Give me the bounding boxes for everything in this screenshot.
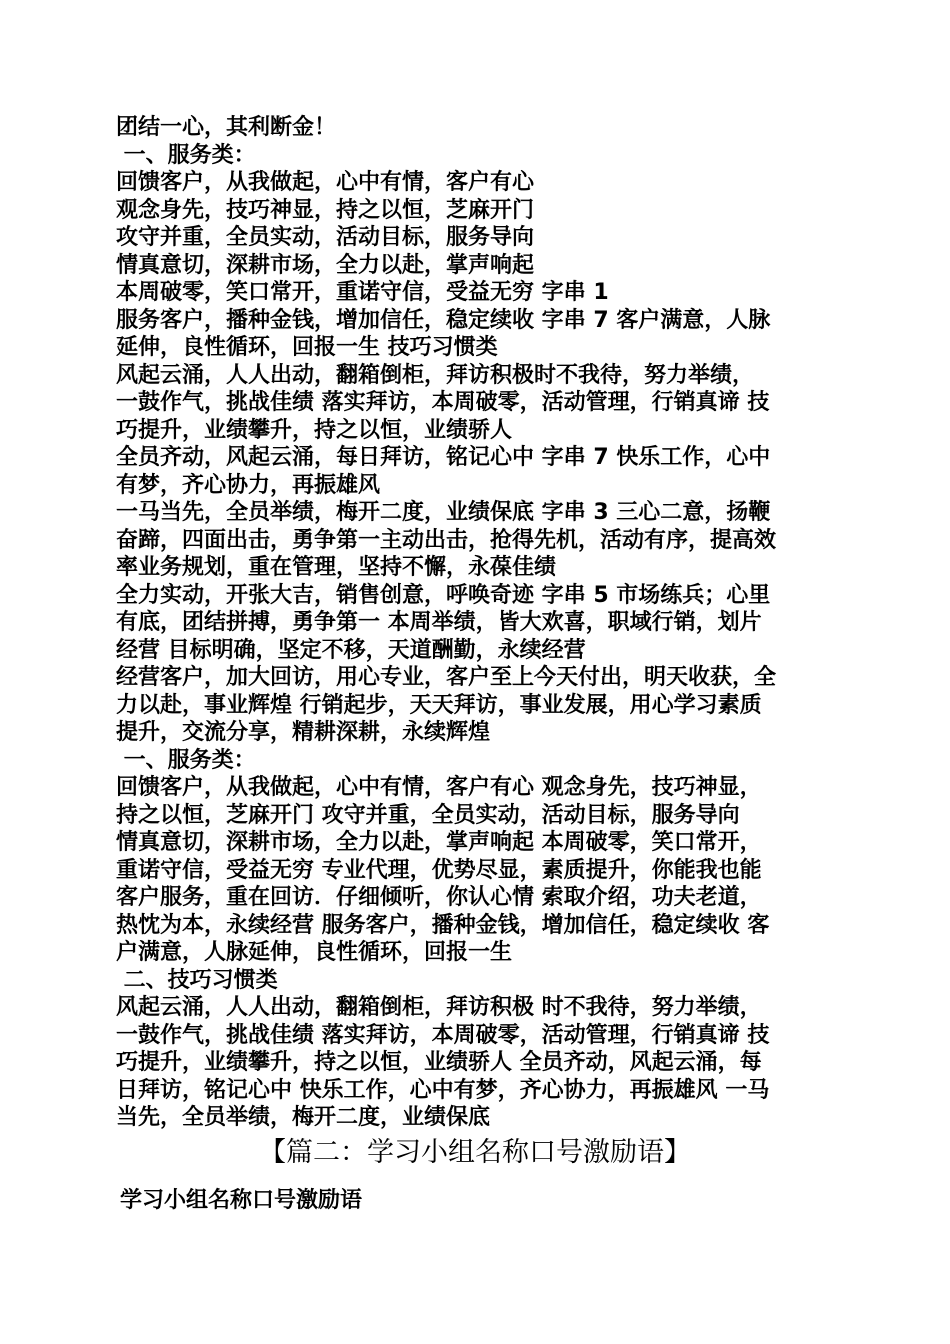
text-line: 攻守并重，全员实动，活动目标，服务导向 (116, 225, 535, 250)
text-line: 热忱为本，永续经营 服务客户，播种金钱，增加信任，稳定续收 客 (116, 912, 770, 938)
text-line: 风起云涌，人人出动，翻箱倒柜，拜访积极时不我待，努力举绩， (116, 362, 755, 388)
text-line: 一鼓作气，挑战佳绩 落实拜访，本周破零，活动管理，行销真谛 技 (116, 1022, 770, 1048)
section-heading: 一、服务类： (116, 142, 256, 168)
text-line: 率业务规划，重在管理，坚持不懈，永葆佳绩 (116, 555, 557, 580)
text-line: 提升，交流分享，精耕深耕，永续辉煌 (116, 720, 491, 745)
text-line: 全员齐动，风起云涌，每日拜访，铭记心中 字串 7 快乐工作，心中 (116, 445, 771, 470)
text-line: 观念身先，技巧神显，持之以恒，芝麻开门 (116, 197, 535, 223)
text-line: 户满意，人脉延伸，良性循环，回报一生 (116, 940, 513, 965)
document-body (116, 114, 838, 1132)
text-line: 回馈客户，从我做起，心中有情，客户有心 (116, 170, 535, 195)
text-line: 情真意切，深耕市场，全力以赴，掌声响起 本周破零，笑口常开， (116, 830, 762, 855)
text-line: 有梦，齐心协力，再振雄风 (116, 472, 381, 498)
text-line: 风起云涌，人人出动，翻箱倒柜，拜访积极 时不我待，努力举绩， (116, 995, 762, 1020)
text-line: 重诺守信，受益无穷 专业代理，优势尽显，素质提升，你能我也能 (116, 857, 762, 883)
text-line: 情真意切，深耕市场，全力以赴，掌声响起 (116, 252, 535, 278)
section-heading: 二、技巧习惯类 (116, 967, 278, 993)
text-line: 团结一心，其利断金！ (116, 115, 337, 140)
text-line: 持之以恒，芝麻开门 攻守并重，全员实动，活动目标，服务导向 (116, 802, 740, 828)
text-line: 服务客户，播种金钱，增加信任，稳定续收 字串 7 客户满意，人脉 (116, 307, 771, 333)
text-line: 全力实动，开张大吉，销售创意，呼唤奇迹 字串 5 市场练兵；心里 (116, 582, 771, 608)
text-line: 本周破零，笑口常开，重诺守信，受益无穷 字串 1 (116, 280, 609, 305)
section-heading: 一、服务类： (116, 747, 256, 773)
text-line: 奋蹄，四面出击，勇争第一主动出击，抢得先机，活动有序，提高效 (116, 527, 777, 553)
text-line: 日拜访，铭记心中 快乐工作，心中有梦，齐心协力，再振雄风 一马 (116, 1077, 770, 1103)
text-line: 一鼓作气，挑战佳绩 落实拜访，本周破零，活动管理，行销真谛 技 (116, 390, 770, 415)
text-line: 有底，团结拼搏，勇争第一 本周举绩，皆大欢喜，职域行销，划片 (116, 610, 762, 635)
section-title: 【篇二：学习小组名称口号激励语】 (259, 1137, 691, 1168)
subheading: 学习小组名称口号激励语 (120, 1188, 363, 1213)
text-line: 经营客户，加大回访，用心专业，客户至上今天付出，明天收获，全 (116, 665, 777, 690)
text-line: 力以赴，事业辉煌 行销起步，天天拜访，事业发展，用心学习素质 (116, 692, 762, 718)
text-line: 延伸，良性循环，回报一生 技巧习惯类 (116, 335, 498, 360)
text-line: 一马当先，全员举绩，梅开二度，业绩保底 字串 3 三心二意，扬鞭 (116, 500, 771, 525)
text-line: 当先，全员举绩，梅开二度，业绩保底 (116, 1105, 491, 1130)
text-line: 客户服务，重在回访．仔细倾听，你认心情 索取介绍，功夫老道， (116, 885, 762, 910)
text-line: 巧提升，业绩攀升，持之以恒，业绩骄人 全员齐动，风起云涌，每 (116, 1050, 762, 1075)
text-line: 巧提升，业绩攀升，持之以恒，业绩骄人 (116, 417, 513, 443)
text-line: 回馈客户，从我做起，心中有情，客户有心 观念身先，技巧神显， (116, 775, 762, 800)
text-line: 经营 目标明确，坚定不移，天道酬勤，永续经营 (116, 637, 586, 663)
